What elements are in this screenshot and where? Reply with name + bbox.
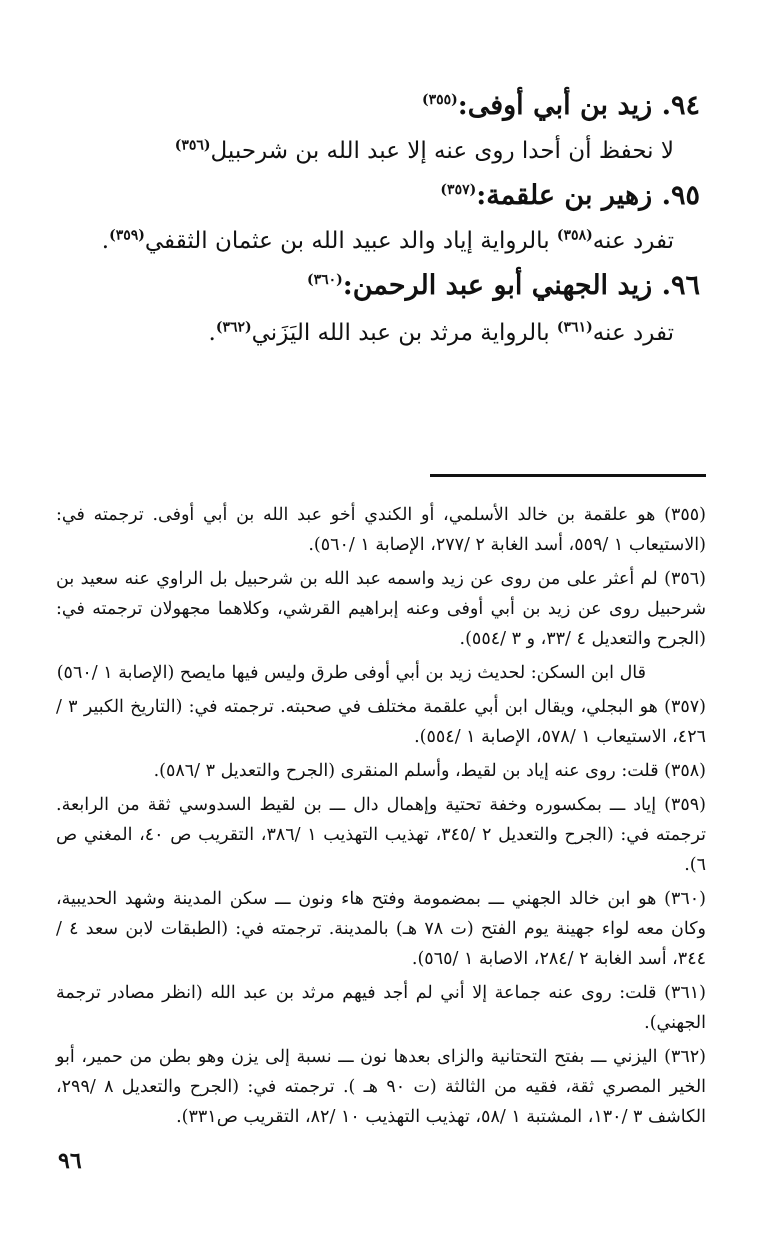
footnote-text: لم أعثر على من روى عن زيد واسمه عبد الله بن شرحبيل بل الراوي عنه سعيد بن شرحبيل روى عن زيد بن أبي أوفى وعنه إبراهيم القرشي، وكلاهما مجهولان ترجمته في: (الجرح والتعديل ٤ /٣٣، و ٣ /٥٥٤). bbox=[56, 569, 706, 649]
entry-96-heading bbox=[60, 268, 700, 304]
footnote-359 bbox=[56, 790, 706, 880]
entry-96-body-ref-2: (٣٦٢) bbox=[215, 319, 252, 336]
entry-94-text: لا نحفظ أن أحدا روى عنه إلا عبد الله بن شرحبيل bbox=[210, 138, 674, 164]
footnotes bbox=[56, 500, 706, 1136]
footnote-357 bbox=[56, 692, 706, 752]
entry-96-heading-ref: (٣٦٠) bbox=[306, 272, 343, 288]
entry-95-heading bbox=[60, 178, 700, 214]
footnote-number: (٣٥٨) bbox=[664, 761, 706, 781]
footnote-361 bbox=[56, 978, 706, 1038]
footnote-356 bbox=[56, 564, 706, 654]
entry-95-body-ref-2: (٣٥٩) bbox=[109, 227, 145, 244]
entry-94-heading-ref: (٣٥٥) bbox=[421, 92, 458, 108]
footnote-text: إياد ـــ بمكسوره وخفة تحتية وإهمال دال ـــ بن لقيط السدوسي ثقة من الرابعة. ترجمته في: (الجرح والتعديل ٢ /٣٤٥، تهذيب التهذيب ١ /٣٨٦، التقريب ص ٤٠، المغني ص ٦). bbox=[56, 795, 707, 875]
entry-94-title: ٩٤. زيد بن أبي أوفى: bbox=[457, 90, 700, 121]
footnote-number: (٣٥٦) bbox=[664, 569, 706, 589]
footnote-360 bbox=[56, 884, 706, 974]
footnote-number: (٣٥٧) bbox=[664, 697, 706, 717]
footnote-text: اليزني ـــ بفتح التحتانية والزاى بعدها نون ـــ نسبة إلى يزن وهو بطن من حمير، أبو الخير المصري ثقة، فقيه من الثالثة (ت ٩٠ هـ ). ترجمته في: (الجرح والتعديل ٨ /٢٩٩، الكاشف ٣ /١٣٠، المشتبة ١ /٥٨، تهذيب التهذيب ١٠ /٨٢، التقريب ص٣٣١). bbox=[56, 1047, 707, 1127]
entry-96-text-tail: . bbox=[208, 320, 216, 346]
entry-96-text: تفرد عنه bbox=[592, 320, 674, 346]
footnote-text: هو ابن خالد الجهني ـــ بمضمومة وفتح هاء ونون ـــ سكن المدينة وشهد الحديبية، وكان معه لواء جهينة يوم الفتح (ت ٧٨ هـ) بالمدينة. ترجمته في: (الطبقات لابن سعد ٤ /٣٤٤، أسد الغابة ٢ /٢٨٤، الاصابة ١ /٥٦٥). bbox=[56, 889, 706, 969]
footnote-358 bbox=[56, 756, 706, 786]
page-number: ٩٦ bbox=[58, 1148, 82, 1174]
entry-95-text-tail: . bbox=[101, 228, 110, 254]
entry-94-body-ref: (٣٥٦) bbox=[174, 137, 211, 154]
entry-96-text-mid: بالرواية مرثد بن عبد الله اليَزَني bbox=[251, 320, 557, 346]
entry-96-body bbox=[54, 316, 674, 350]
footnote-number: (٣٥٥) bbox=[664, 505, 706, 525]
footnote-text: هو البجلي، ويقال ابن أبي علقمة مختلف في صحبته. ترجمته في: (التاريخ الكبير ٣ /٤٢٦، الاستيعاب ١ /٥٧٨، الإصابة ١ /٥٥٤). bbox=[56, 697, 706, 747]
entry-95-title: ٩٥. زهير بن علقمة: bbox=[476, 180, 700, 211]
footnote-divider bbox=[430, 474, 706, 477]
footnote-text: قلت: روى عنه جماعة إلا أني لم أجد فيهم مرثد بن عبد الله (انظر مصادر ترجمة الجهني). bbox=[56, 983, 706, 1033]
entry-95-text: تفرد عنه bbox=[592, 228, 674, 254]
footnote-number: (٣٦٠) bbox=[664, 889, 706, 909]
footnote-362 bbox=[56, 1042, 706, 1132]
entry-95-text-mid: بالرواية إياد والد عبيد الله بن عثمان الثقفي bbox=[144, 228, 557, 254]
footnote-text: قلت: روى عنه إياد بن لقيط، وأسلم المنقرى (الجرح والتعديل ٣ /٥٨٦). bbox=[153, 761, 659, 781]
footnote-text: قال ابن السكن: لحديث زيد بن أبي أوفى طرق وليس فيها مايصح (الإصابة ١ /٥٦٠) bbox=[56, 663, 646, 683]
entry-96-body-ref: (٣٦١) bbox=[556, 319, 593, 336]
footnote-number: (٣٥٩) bbox=[664, 795, 706, 815]
footnote-number: (٣٦١) bbox=[664, 983, 706, 1003]
entry-95-body bbox=[54, 224, 674, 258]
entry-95-body-ref: (٣٥٨) bbox=[556, 227, 593, 244]
entry-95-heading-ref: (٣٥٧) bbox=[440, 182, 477, 198]
entry-94-body bbox=[54, 134, 674, 168]
footnote-356-continuation bbox=[56, 658, 706, 688]
footnote-text: هو علقمة بن خالد الأسلمي، أو الكندي أخو عبد الله بن أبي أوفى. ترجمته في: (الاستيعاب ١ /٥٥٩، أسد الغابة ٢ /٢٧٧، الإصابة ١ /٥٦٠). bbox=[56, 505, 706, 555]
entry-96-title: ٩٦. زيد الجهني أبو عبد الرحمن: bbox=[342, 270, 700, 301]
footnote-number: (٣٦٢) bbox=[664, 1047, 706, 1067]
footnote-355 bbox=[56, 500, 706, 560]
entry-94-heading bbox=[60, 88, 700, 124]
